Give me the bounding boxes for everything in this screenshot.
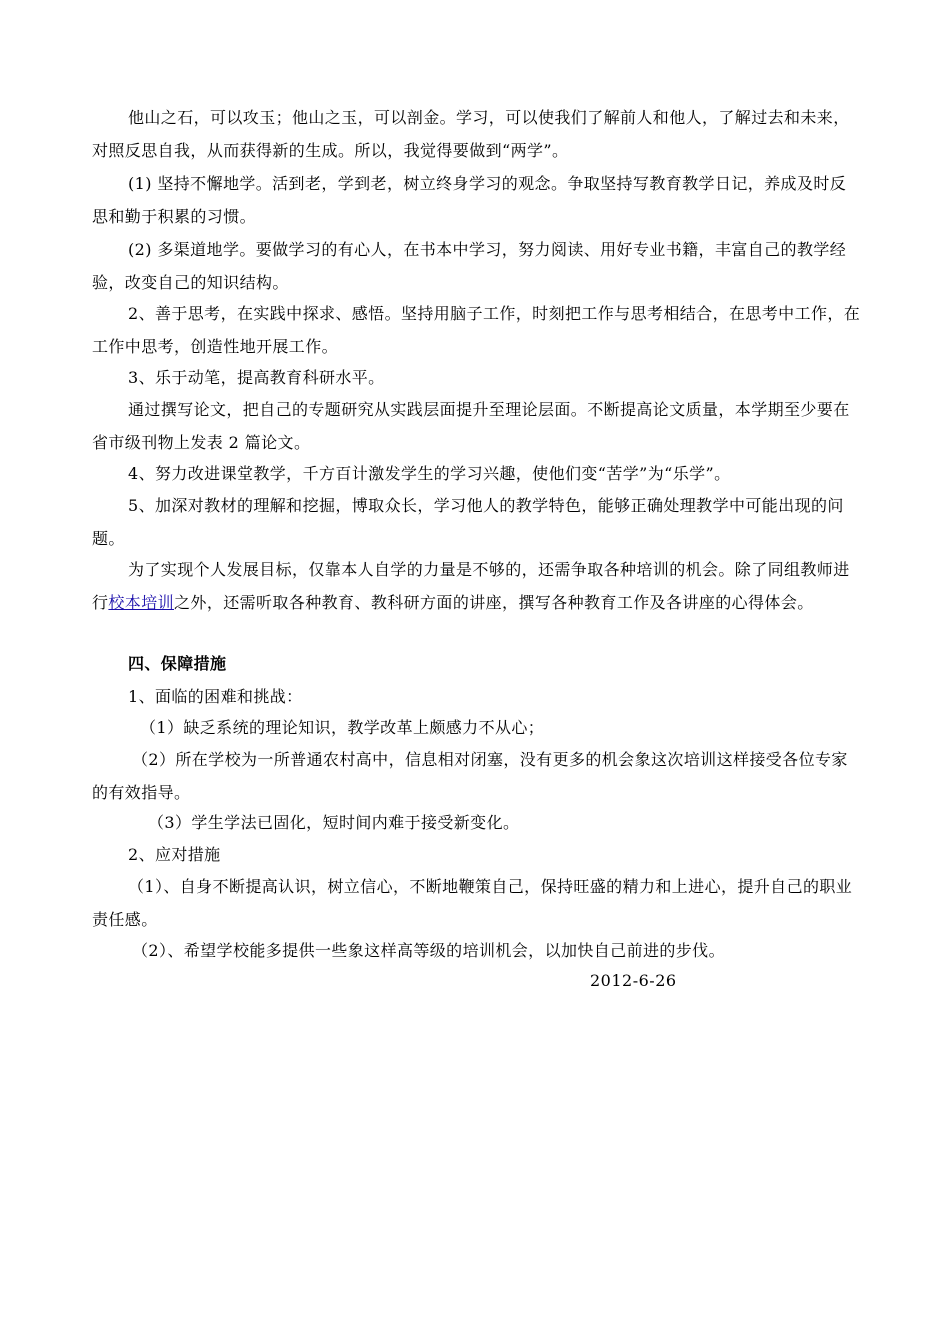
paragraph-challenges-heading: 1、面临的困难和挑战：	[128, 687, 303, 706]
paragraph-measure-1: （1）、自身不断提高认识，树立信心，不断地鞭策自己，保持旺盛的精力和上进心，提升自己的职业责任感。	[92, 877, 853, 929]
training-text-after: 之外，还需听取各种教育、教科研方面的讲座，撰写各种教育工作及各讲座的心得体会。	[174, 593, 814, 612]
paragraph-thinking: 2、善于思考，在实践中探求、感悟。坚持用脑子工作，时刻把工作与思考相结合，在思考中工作，在工作中思考，创造性地开展工作。	[92, 304, 861, 356]
document-date: 2012-6-26	[590, 971, 677, 990]
paragraph-challenge-1: （1）缺乏系统的理论知识，教学改革上颇感力不从心；	[140, 718, 545, 737]
school-training-link[interactable]: 校本培训	[108, 593, 175, 612]
paragraph-measure-2: （2）、希望学校能多提供一些象这样高等级的培训机会，以加快自己前进的步伐。	[132, 941, 725, 960]
paragraph-training	[92, 553, 862, 619]
training-text-before: 为了实现个人发展目标，仅靠本人自学的力量是不够的，还需争取各种培训的机会。除了同组教师进行	[92, 560, 850, 612]
paragraph-persistent-learning: (1) 坚持不懈地学。活到老，学到老，树立终身学习的观念。争取坚持写教育教学日记，养成及时反思和勤于积累的习惯。	[92, 174, 847, 226]
paragraph-learning-intro: 他山之石，可以攻玉；他山之玉，可以剖金。学习，可以使我们了解前人和他人，了解过去和未来，对照反思自我，从而获得新的生成。所以，我觉得要做到“两学”。	[92, 108, 850, 160]
paragraph-challenge-3: （3）学生学法已固化，短时间内难于接受新变化。	[148, 813, 520, 832]
paragraph-textbook: 5、加深对教材的理解和挖掘，博取众长，学习他人的教学特色，能够正确处理教学中可能出现的问题。	[92, 496, 844, 548]
section-heading-safeguards: 四、保障措施	[128, 654, 227, 673]
paragraph-multichannel-learning: (2) 多渠道地学。要做学习的有心人，在书本中学习，努力阅读、用好专业书籍，丰富自己的教学经验，改变自己的知识结构。	[92, 240, 847, 292]
paragraph-measures-heading: 2、应对措施	[128, 845, 221, 864]
paragraph-classroom: 4、努力改进课堂教学，千方百计激发学生的学习兴趣，使他们变“苦学”为“乐学”。	[128, 464, 731, 483]
paragraph-writing: 3、乐于动笔，提高教育科研水平。	[128, 368, 385, 387]
paragraph-challenge-2: （2）所在学校为一所普通农村高中，信息相对闭塞，没有更多的机会象这次培训这样接受各位专家的有效指导。	[92, 750, 848, 802]
paragraph-papers: 通过撰写论文，把自己的专题研究从实践层面提升至理论层面。不断提高论文质量，本学期至少要在省市级刊物上发表 2 篇论文。	[92, 400, 850, 452]
